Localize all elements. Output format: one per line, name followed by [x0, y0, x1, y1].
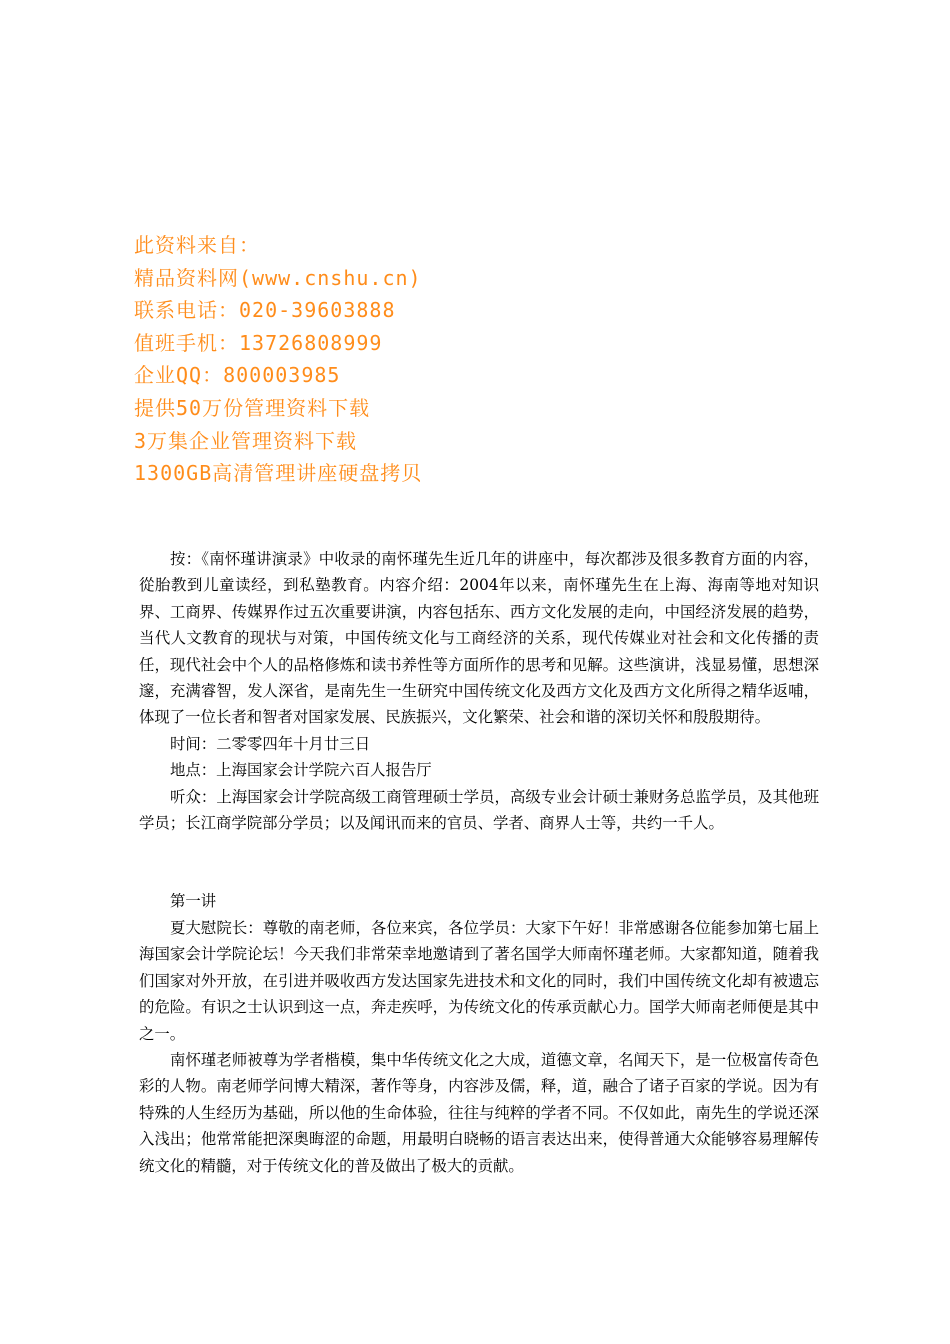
source-info-block: [134, 229, 654, 490]
lecture-heading: 第一讲: [170, 892, 217, 911]
offer-line-3: 1300GB高清管理讲座硬盘拷贝: [134, 461, 423, 486]
lecture-paragraph-2: 南怀瑾老师被尊为学者楷模，集中华传统文化之大成，道德文章，名闻天下，是一位极富传奇色彩的人物。南老师学问博大精深，著作等身，内容涉及儒，释，道，融合了诸子百家的学说。因为有特殊的人生经历为基础，所以他的生命体验，往往与纯粹的学者不同。不仅如此，南先生的学说还深入浅出；他常常能把深奥晦涩的命题，用最明白晓畅的语言表达出来，使得普通大众能够容易理解传统文化的精髓，对于传统文化的普及做出了极大的贡献。: [139, 1050, 819, 1175]
time-paragraph: 时间：二零零四年十月廿三日: [170, 734, 371, 753]
offer-line-2: 3万集企业管理资料下载: [134, 428, 358, 453]
place-paragraph: 地点：上海国家会计学院六百人报告厅: [170, 761, 432, 780]
source-line: 此资料来自：: [134, 233, 260, 257]
website-line: 精品资料网(www.cnshu.cn): [134, 265, 422, 290]
intro-note-paragraph: 按：《南怀瑾讲演录》中收录的南怀瑾先生近几年的讲座中，每次都涉及很多教育方面的内容，從胎教到儿童读经，到私塾教育。内容介绍：2004年以来，南怀瑾先生在上海、海南等地对知识界、工商界、传媒界作过五次重要讲演，内容包括东、西方文化发展的走向，中国经济发展的趋势，当代人文教育的现状与对策，中国传统文化与工商经济的关系，现代传媒业对社会和文化传播的责任，现代社会中个人的品格修炼和读书养性等方面所作的思考和见解。这些演讲，浅显易懂，思想深邃，充满睿智，发人深省，是南先生一生研究中国传统文化及西方文化及西方文化所得之精华返哺，体现了一位长者和智者对国家发展、民族振兴，文化繁荣、社会和谐的深切关怀和殷殷期待。: [139, 550, 819, 727]
document-body: [139, 546, 819, 1179]
mobile-line: 值班手机：13726808999: [134, 330, 383, 355]
offer-line-1: 提供50万份管理资料下载: [134, 395, 371, 420]
lecture-paragraph-1: 夏大慰院长：尊敬的南老师，各位来宾，各位学员：大家下午好！非常感谢各位能参加第七届上海国家会计学院论坛！今天我们非常荣幸地邀请到了著名国学大师南怀瑾老师。大家都知道，随着我们国家对外开放，在引进并吸收西方发达国家先进技术和文化的同时，我们中国传统文化却有被遗忘的危险。有识之士认识到这一点，奔走疾呼，为传统文化的传承贡献心力。国学大师南老师便是其中之一。: [139, 918, 819, 1043]
phone-line: 联系电话：020-39603888: [134, 298, 396, 323]
qq-line: 企业QQ：800003985: [134, 363, 341, 388]
section-spacer: [139, 836, 819, 888]
audience-paragraph: 听众：上海国家会计学院高级工商管理硕士学员，高级专业会计硕士兼财务总监学员，及其他班学员；长江商学院部分学员；以及闻讯而来的官员、学者、商界人士等，共约一千人。: [139, 787, 819, 833]
